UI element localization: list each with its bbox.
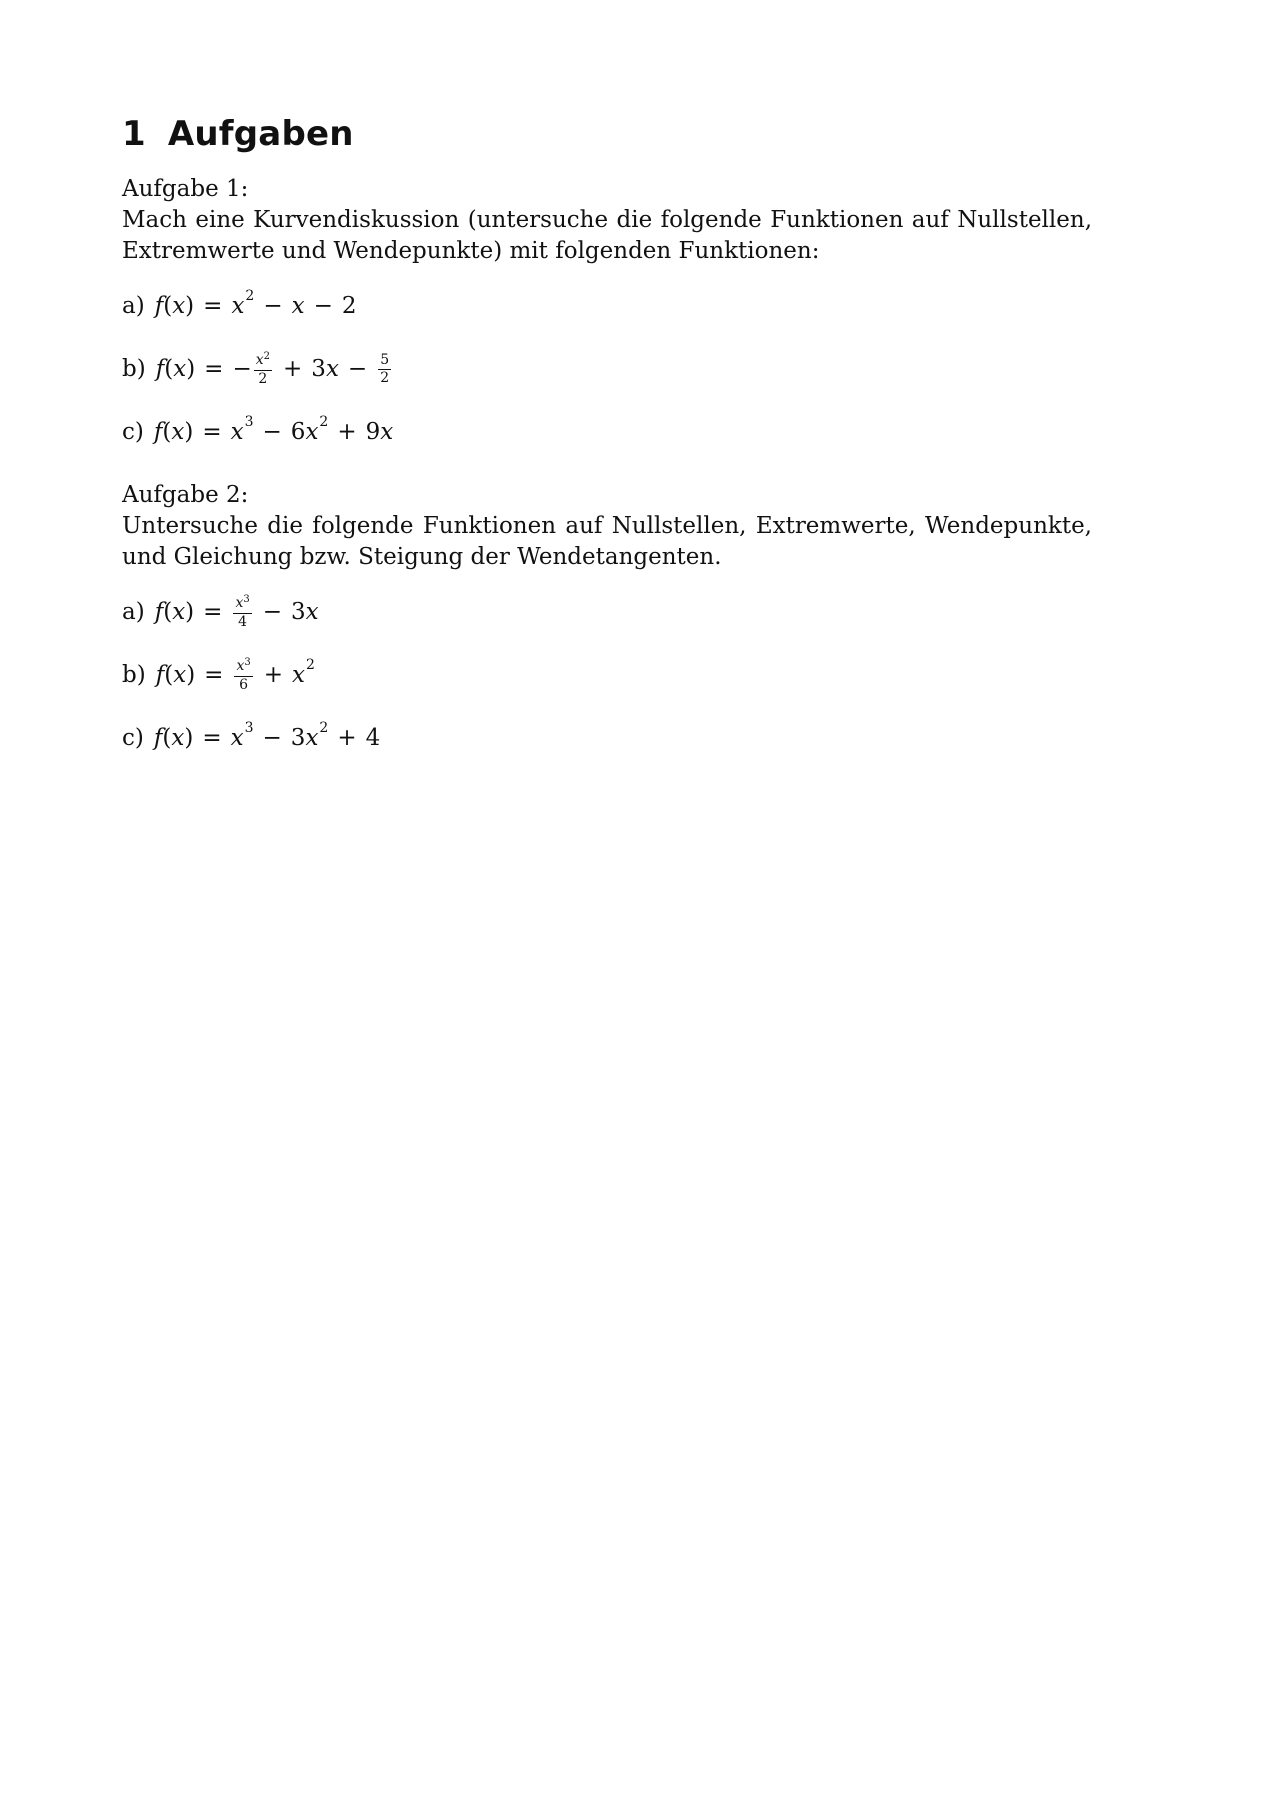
- item-label: a): [122, 599, 145, 625]
- item-label: b): [122, 356, 146, 382]
- formula: f ( x ) = x 2 − x − 2: [154, 288, 357, 319]
- task-2-item-a: [122, 593, 1092, 630]
- task-1-heading: Aufgabe 1:: [122, 176, 249, 202]
- formula: f ( x ) = x 3 − 3 x 2 + 4: [153, 720, 381, 751]
- item-label: a): [122, 293, 145, 319]
- task-1-item-b: [122, 350, 1092, 387]
- task-2-item-b: [122, 656, 1092, 693]
- formula: f ( x ) = $\frac{x^3}{6}$ + x 2: [155, 656, 315, 693]
- task-1: [122, 174, 1092, 448]
- item-label: b): [122, 662, 146, 688]
- task-2-function-list: [122, 593, 1092, 754]
- section-title: Aufgaben: [167, 114, 354, 154]
- item-label: c): [122, 725, 144, 751]
- task-1-text: Mach eine Kurvendiskussion (untersuche die folgende Funktionen auf Nullstellen, Extremwerte und Wendepunkte) mit folgenden Funktionen:: [122, 207, 1092, 264]
- task-2-text: Untersuche die folgende Funktionen auf Nullstellen, Extremwerte, Wendepunkte, und Gleichung bzw. Steigung der Wendetangenten.: [122, 513, 1092, 570]
- section-heading: [122, 112, 1092, 156]
- task-2-heading: Aufgabe 2:: [122, 482, 249, 508]
- task-1-function-list: [122, 288, 1092, 448]
- formula: f ( x ) = − $\frac{x^2}{2}$ + 3 x − $\frac{5}{2}$: [155, 350, 390, 387]
- formula: f ( x ) = $\frac{x^3}{4}$ − 3 x: [154, 593, 319, 630]
- formula: f ( x ) = x 3 − 6 x 2 + 9 x: [153, 414, 394, 445]
- document-page: [122, 112, 1092, 786]
- task-1-item-c: [122, 414, 1092, 448]
- task-2: [122, 480, 1092, 754]
- task-1-item-a: [122, 288, 1092, 322]
- item-label: c): [122, 419, 144, 445]
- section-number: 1: [122, 114, 146, 154]
- task-2-item-c: [122, 720, 1092, 754]
